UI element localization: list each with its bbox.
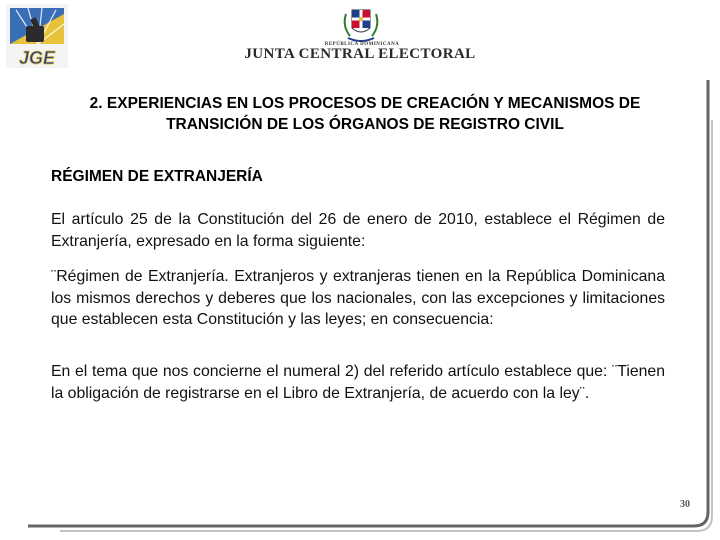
logo-text: JGE — [18, 48, 56, 68]
heading-line-1: 2. EXPERIENCIAS EN LOS PROCESOS DE CREACIÓN Y MECANISMOS DE — [89, 95, 641, 112]
republica-label: REPÚBLICA DOMINICANA — [324, 42, 400, 47]
paragraph-intro: El artículo 25 de la Constitución del 26 de enero de 2010, establece el Régimen de Extranjería, expresado en la forma siguiente: — [51, 211, 665, 250]
paragraph-quote: ¨Régimen de Extranjería. Extranjeros y extranjeras tienen en la República Dominicana los mismos derechos y deberes que los nacionales, con las excepciones y limitaciones que establecen esta Constitución y las leyes; en consecuencia: — [51, 268, 665, 328]
page-number: 30 — [680, 499, 690, 510]
jce-logo — [6, 4, 68, 68]
section-heading — [40, 93, 690, 135]
heading-line-2: TRANSICIÓN DE LOS ÓRGANOS DE REGISTRO CIVIL — [166, 116, 564, 133]
paragraph-conclusion: En el tema que nos concierne el numeral 2) del referido artículo establece que: ¨Tienen la obligación de registrarse en el Libro de Extranjería, de acuerdo con la ley¨. — [51, 363, 665, 402]
coat-of-arms-icon — [340, 4, 382, 44]
subheading: RÉGIMEN DE EXTRANJERÍA — [51, 168, 263, 185]
institution-title: JUNTA CENTRAL ELECTORAL — [244, 46, 476, 62]
